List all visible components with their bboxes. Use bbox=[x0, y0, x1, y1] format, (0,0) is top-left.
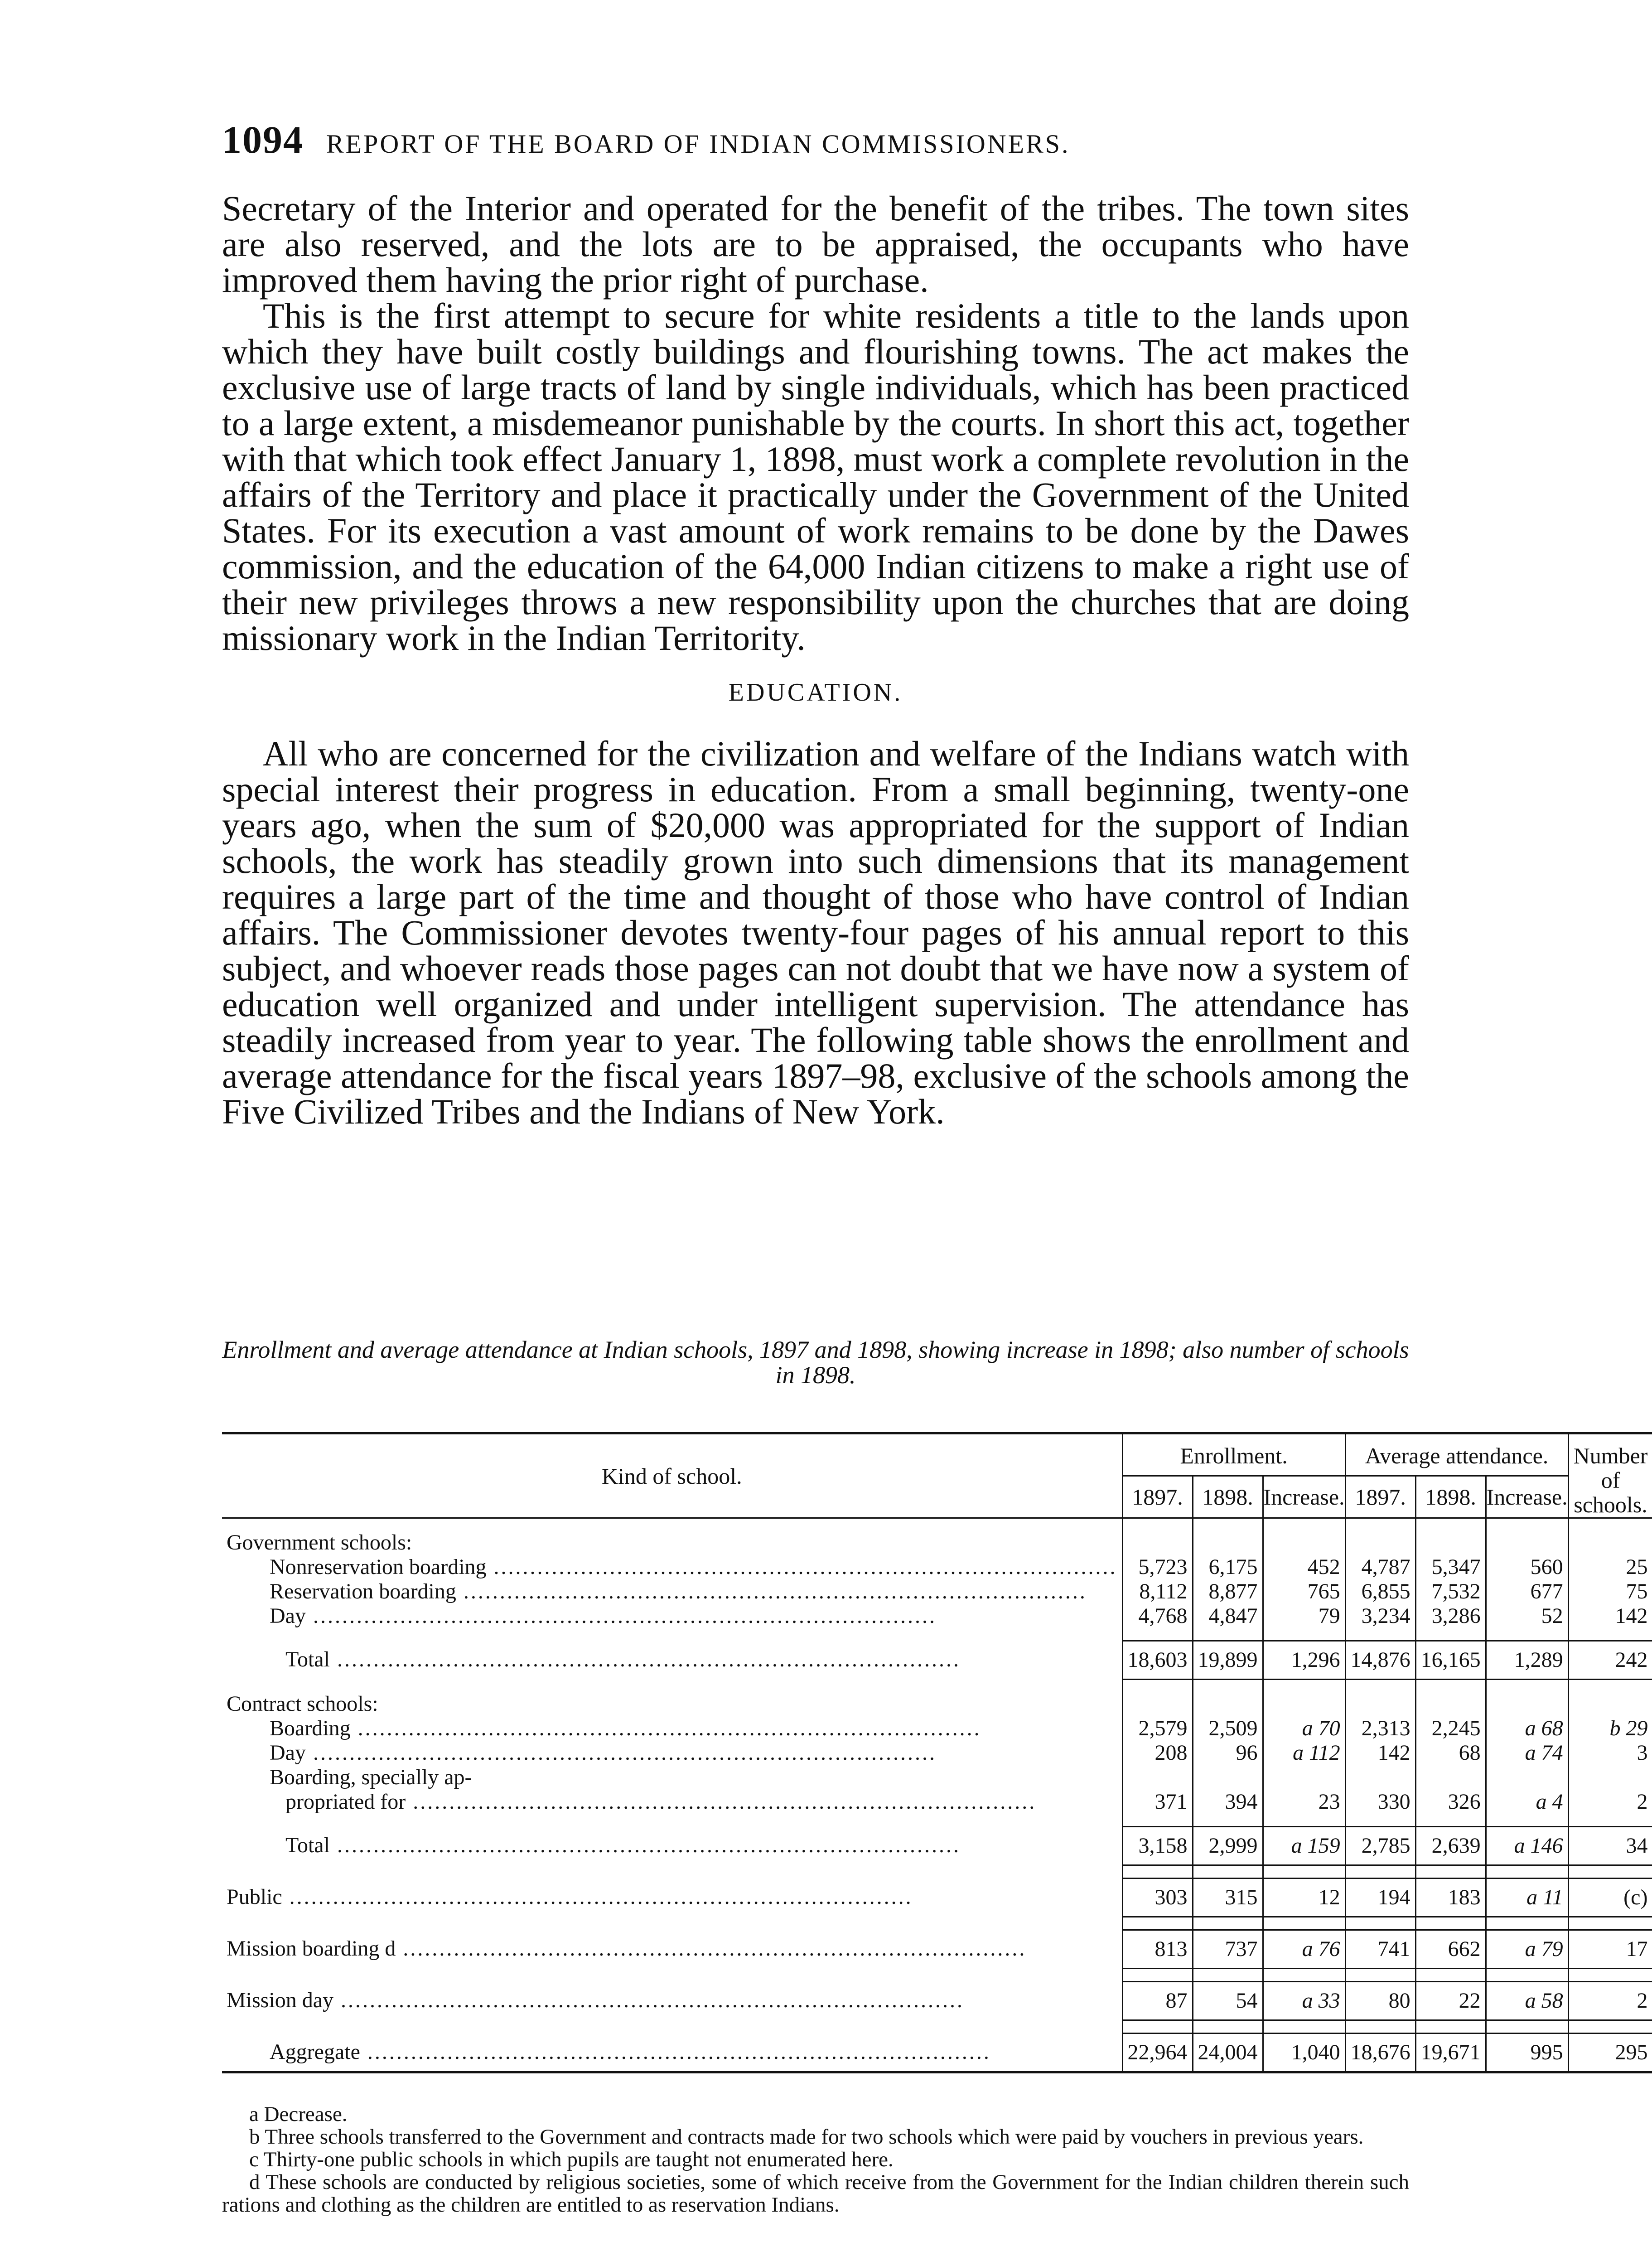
mission-day-row bbox=[222, 1982, 1652, 2020]
cell: 3 bbox=[1568, 1741, 1652, 1765]
cell: 813 bbox=[1122, 1930, 1193, 1969]
cell: 6,175 bbox=[1193, 1555, 1263, 1579]
body-text bbox=[222, 190, 1409, 1129]
cell: 23 bbox=[1263, 1790, 1345, 1814]
cell: 54 bbox=[1193, 1982, 1263, 2020]
header-att-increase: Increase. bbox=[1486, 1476, 1568, 1518]
page-number: 1094 bbox=[222, 118, 304, 161]
cell: 208 bbox=[1122, 1741, 1193, 1765]
row-label: Day ..... bbox=[222, 1604, 1122, 1628]
row-label: Aggregate ..... bbox=[222, 2034, 1122, 2072]
table-row bbox=[222, 1604, 1652, 1628]
cell: 2,999 bbox=[1193, 1827, 1263, 1865]
cell: 96 bbox=[1193, 1741, 1263, 1765]
cell: a 159 bbox=[1263, 1827, 1345, 1865]
section-heading: EDUCATION. bbox=[728, 678, 903, 707]
group-label: Government schools: bbox=[227, 1530, 412, 1554]
cell: 2,579 bbox=[1122, 1716, 1193, 1741]
row-label: Mission day ..... bbox=[222, 1982, 1122, 2020]
cell: 34 bbox=[1568, 1827, 1652, 1865]
cell: 19,671 bbox=[1415, 2034, 1486, 2072]
cell: 142 bbox=[1568, 1604, 1652, 1628]
cell: 3,234 bbox=[1345, 1604, 1415, 1628]
group-label-row bbox=[222, 1530, 1652, 1555]
cell: a 79 bbox=[1486, 1930, 1568, 1969]
cell: 22,964 bbox=[1122, 2034, 1193, 2072]
cell: a 112 bbox=[1263, 1741, 1345, 1765]
cell: a 70 bbox=[1263, 1716, 1345, 1741]
cell: 194 bbox=[1345, 1879, 1415, 1917]
cell: 5,347 bbox=[1415, 1555, 1486, 1579]
cell: 560 bbox=[1486, 1555, 1568, 1579]
aggregate-row bbox=[222, 2034, 1652, 2072]
paragraph-education: All who are concerned for the civilization and welfare of the Indians watch with special interest their progress in education. From a small beginning, twenty-one years ago, when the sum of $20,000 was appropriated for the support of Indian schools, the work has steadily grown into such dimensions that its management requires a large part of the time and thought of those who have control of Indian affairs. The Commissioner devotes twenty-four pages of his annual report to this subject, and whoever reads those pages can not doubt that we have now a system of education well organized and under intelligent supervision. The attendance has steadily increased from year to year. The following table shows the enrollment and average attendance for the fiscal years 1897–98, exclusive of the schools among the Five Civilized Tribes and the Indians of New York. bbox=[222, 734, 1409, 1131]
mission-boarding-row bbox=[222, 1930, 1652, 1969]
row-label: Reservation boarding ..... bbox=[222, 1579, 1122, 1604]
header-enrollment: Enrollment. bbox=[1122, 1433, 1345, 1476]
cell: 737 bbox=[1193, 1930, 1263, 1969]
row-label: Total ..... bbox=[222, 1827, 1122, 1865]
header-attendance: Average attendance. bbox=[1345, 1433, 1568, 1476]
cell: 662 bbox=[1415, 1930, 1486, 1969]
row-label: Boarding, specially ap- bbox=[270, 1765, 472, 1789]
table-row bbox=[222, 1579, 1652, 1604]
row-label: Day ..... bbox=[222, 1741, 1122, 1765]
cell: 2 bbox=[1568, 1982, 1652, 2020]
cell: 242 bbox=[1568, 1641, 1652, 1680]
cell: 1,296 bbox=[1263, 1641, 1345, 1680]
cell: 7,532 bbox=[1415, 1579, 1486, 1604]
header-enr-1897: 1897. bbox=[1122, 1476, 1193, 1518]
cell: a 11 bbox=[1486, 1879, 1568, 1917]
cell: 4,768 bbox=[1122, 1604, 1193, 1628]
cell: 741 bbox=[1345, 1930, 1415, 1969]
cell: 394 bbox=[1193, 1790, 1263, 1814]
cell: 2,639 bbox=[1415, 1827, 1486, 1865]
footnote-a: a Decrease. bbox=[249, 2102, 348, 2126]
cell: a 33 bbox=[1263, 1982, 1345, 2020]
cell: 2,245 bbox=[1415, 1716, 1486, 1741]
cell: a 146 bbox=[1486, 1827, 1568, 1865]
cell: 3,286 bbox=[1415, 1604, 1486, 1628]
table-row bbox=[222, 1741, 1652, 1765]
footnote-b: b Three schools transferred to the Government and contracts made for two schools which were paid by vouchers in previous years. bbox=[249, 2125, 1364, 2149]
cell: 2,785 bbox=[1345, 1827, 1415, 1865]
header-kind: Kind of school. bbox=[222, 1433, 1122, 1518]
cell: 16,165 bbox=[1415, 1641, 1486, 1680]
cell: 315 bbox=[1193, 1879, 1263, 1917]
cell: 22 bbox=[1415, 1982, 1486, 2020]
page-header bbox=[222, 117, 1409, 167]
cell: 1,040 bbox=[1263, 2034, 1345, 2072]
header-number: Number of schools. bbox=[1568, 1433, 1652, 1518]
cell: b 29 bbox=[1568, 1716, 1652, 1741]
row-label: Total ..... bbox=[222, 1641, 1122, 1680]
cell: 303 bbox=[1122, 1879, 1193, 1917]
row-label: Mission boarding d ..... bbox=[222, 1930, 1122, 1969]
cell: 17 bbox=[1568, 1930, 1652, 1969]
row-label: Public ..... bbox=[222, 1879, 1122, 1917]
cell: 4,847 bbox=[1193, 1604, 1263, 1628]
table-row bbox=[222, 1716, 1652, 1741]
header-enr-increase: Increase. bbox=[1263, 1476, 1345, 1518]
cell: 8,112 bbox=[1122, 1579, 1193, 1604]
row-label-continued: propriated for ..... bbox=[222, 1790, 1122, 1814]
cell: 18,676 bbox=[1345, 2034, 1415, 2072]
cell: 12 bbox=[1263, 1879, 1345, 1917]
cell: a 58 bbox=[1486, 1982, 1568, 2020]
header-att-1897: 1897. bbox=[1345, 1476, 1415, 1518]
row-label: Boarding ..... bbox=[222, 1716, 1122, 1741]
table-row bbox=[222, 1765, 1652, 1790]
cell: 326 bbox=[1415, 1790, 1486, 1814]
cell: 25 bbox=[1568, 1555, 1652, 1579]
public-row bbox=[222, 1879, 1652, 1917]
cell: 80 bbox=[1345, 1982, 1415, 2020]
cell: 183 bbox=[1415, 1879, 1486, 1917]
group-label: Contract schools: bbox=[227, 1692, 378, 1716]
cell: (c) bbox=[1568, 1879, 1652, 1917]
cell: 14,876 bbox=[1345, 1641, 1415, 1680]
table-header-row bbox=[222, 1433, 1652, 1476]
cell: 2,313 bbox=[1345, 1716, 1415, 1741]
cell: 6,855 bbox=[1345, 1579, 1415, 1604]
group-label-row bbox=[222, 1692, 1652, 1716]
cell: 371 bbox=[1122, 1790, 1193, 1814]
cell: 2,509 bbox=[1193, 1716, 1263, 1741]
cell: 142 bbox=[1345, 1741, 1415, 1765]
row-label: Nonreservation boarding ..... bbox=[222, 1555, 1122, 1579]
paragraph-continued: Secretary of the Interior and operated for the benefit of the tribes. The town sites are also reserved, and the lots are to be appraised, the occupants who have improved them having the prior right of purchase. bbox=[222, 189, 1409, 300]
cell: 24,004 bbox=[1193, 2034, 1263, 2072]
cell: 19,899 bbox=[1193, 1641, 1263, 1680]
cell: 3,158 bbox=[1122, 1827, 1193, 1865]
cell: 52 bbox=[1486, 1604, 1568, 1628]
table-caption: Enrollment and average attendance at Indian schools, 1897 and 1898, showing increase in 1898; also number of schools in 1898. bbox=[222, 1336, 1409, 1389]
cell: a 74 bbox=[1486, 1741, 1568, 1765]
total-row bbox=[222, 1641, 1652, 1680]
cell: 75 bbox=[1568, 1579, 1652, 1604]
cell: 995 bbox=[1486, 2034, 1568, 2072]
cell: a 76 bbox=[1263, 1930, 1345, 1969]
footnotes bbox=[222, 2103, 1409, 2216]
total-row bbox=[222, 1827, 1652, 1865]
cell: a 4 bbox=[1486, 1790, 1568, 1814]
footnote-d: d These schools are conducted by religious societies, some of which receive from the Government for the Indian children therein such rations and clothing as the children are entitled to as reservation Indians. bbox=[222, 2170, 1409, 2217]
cell: 79 bbox=[1263, 1604, 1345, 1628]
table-row bbox=[222, 1555, 1652, 1579]
table-row bbox=[222, 1790, 1652, 1814]
cell: 4,787 bbox=[1345, 1555, 1415, 1579]
cell: 68 bbox=[1415, 1741, 1486, 1765]
cell: a 68 bbox=[1486, 1716, 1568, 1741]
header-att-1898: 1898. bbox=[1415, 1476, 1486, 1518]
cell: 765 bbox=[1263, 1579, 1345, 1604]
cell: 18,603 bbox=[1122, 1641, 1193, 1680]
paragraph: This is the first attempt to secure for white residents a title to the lands upon which they have built costly buildings and flourishing towns. The act makes the exclusive use of large tracts of land by single individuals, which has been practiced to a large extent, a misdemeanor punishable by the courts. In short this act, together with that which took effect January 1, 1898, must work a complete revolution in the affairs of the Territory and place it practically under the Government of the United States. For its execution a vast amount of work remains to be done by the Dawes commission, and the education of the 64,000 Indian citizens to make a right use of their new privileges throws a new responsibility upon the churches that are doing missionary work in the Indian Territority. bbox=[222, 296, 1409, 658]
cell: 677 bbox=[1486, 1579, 1568, 1604]
cell: 87 bbox=[1122, 1982, 1193, 2020]
enrollment-table bbox=[222, 1432, 1652, 2073]
cell: 8,877 bbox=[1193, 1579, 1263, 1604]
cell: 295 bbox=[1568, 2034, 1652, 2072]
cell: 1,289 bbox=[1486, 1641, 1568, 1680]
cell: 452 bbox=[1263, 1555, 1345, 1579]
cell: 5,723 bbox=[1122, 1555, 1193, 1579]
running-head: REPORT OF THE BOARD OF INDIAN COMMISSIONERS. bbox=[326, 129, 1070, 159]
cell: 2 bbox=[1568, 1790, 1652, 1814]
header-enr-1898: 1898. bbox=[1193, 1476, 1263, 1518]
cell: 330 bbox=[1345, 1790, 1415, 1814]
footnote-c: c Thirty-one public schools in which pupils are taught not enumerated here. bbox=[249, 2148, 894, 2171]
